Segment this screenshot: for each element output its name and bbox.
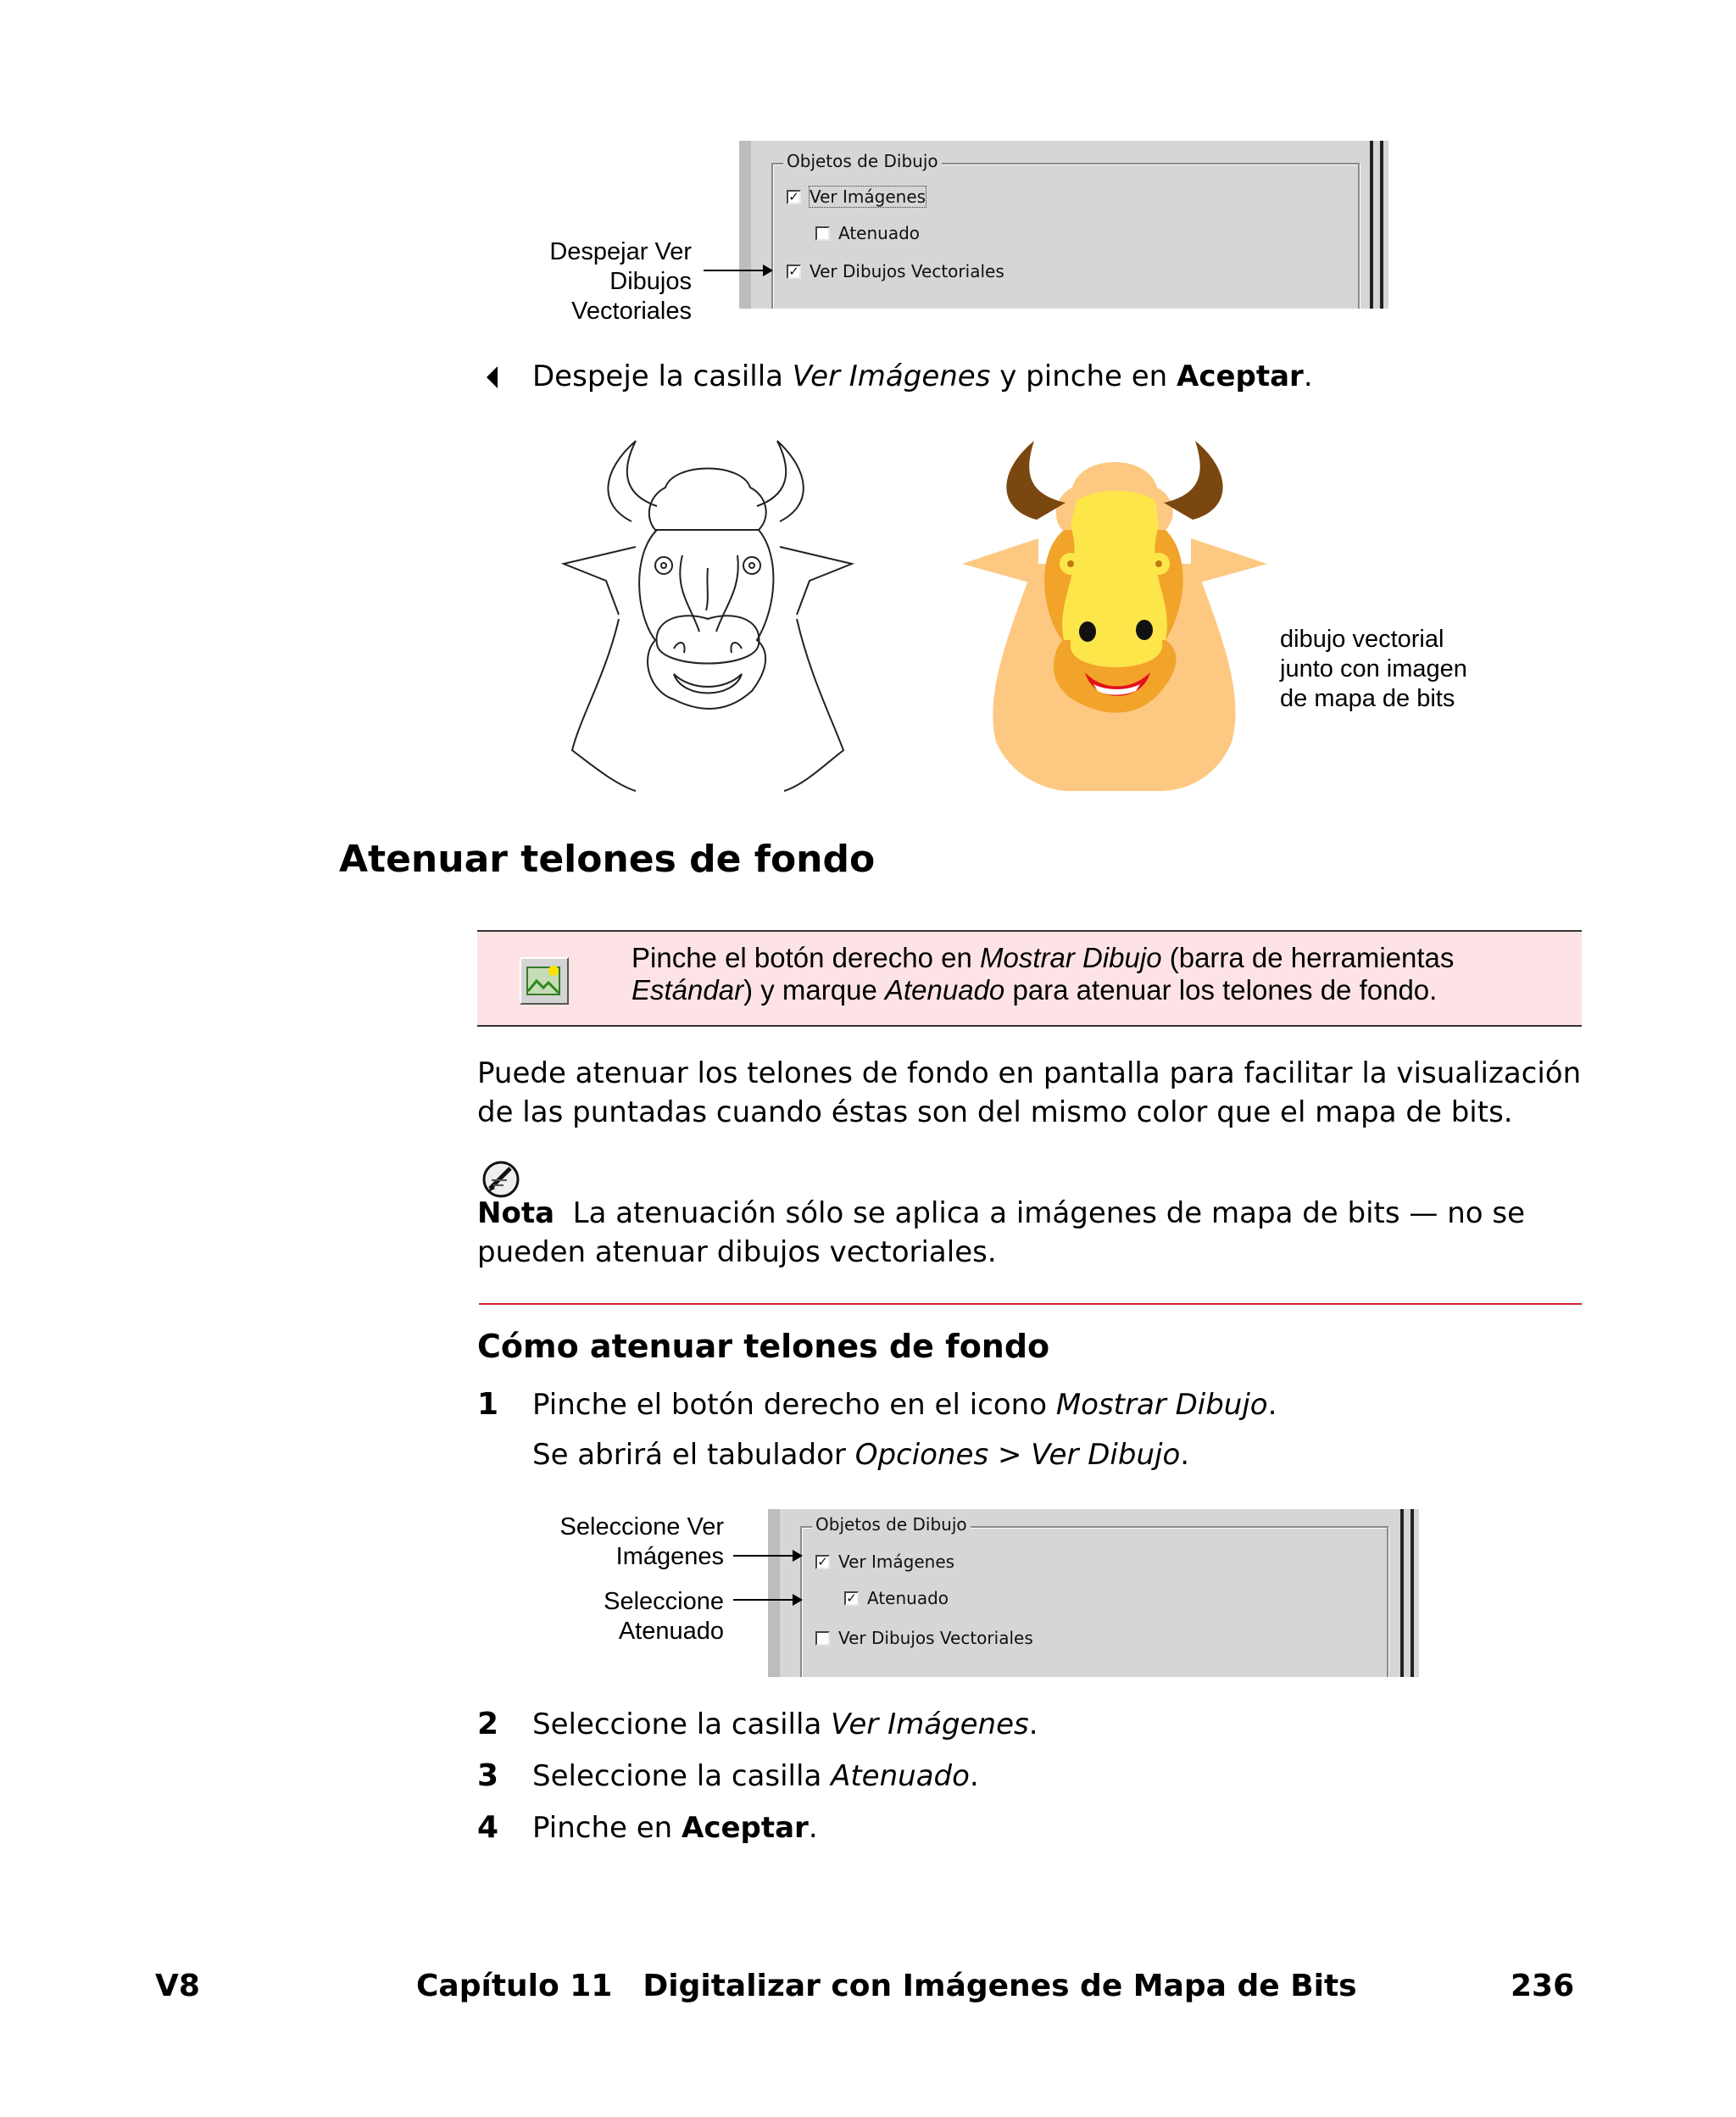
text-italic: Ver Imágenes: [831, 1708, 1029, 1741]
figure-caption: [1280, 625, 1467, 714]
text: (barra de herramientas: [1161, 942, 1455, 973]
text-italic: Estándar: [632, 974, 744, 1006]
text-bold: Aceptar: [1177, 359, 1304, 393]
step-result-text: [532, 1438, 1189, 1472]
dialog-legend: Objetos de Dibujo: [783, 151, 942, 171]
checkbox-ver-imagenes[interactable]: [815, 1552, 954, 1572]
checkbox-label: Ver Dibujos Vectoriales: [838, 1628, 1033, 1648]
text: .: [1180, 1438, 1190, 1472]
callout-line: Imágenes: [615, 1543, 724, 1570]
note-label: Nota: [477, 1196, 555, 1230]
footer-page-number: 236: [1511, 1969, 1575, 2003]
text: Seleccione la casilla: [532, 1708, 832, 1741]
text: Pinche el botón derecho en: [632, 942, 980, 973]
checkbox-atenuado[interactable]: [844, 1588, 949, 1608]
checkbox-atenuado[interactable]: [815, 223, 920, 243]
callout-line: Dibujos: [609, 268, 692, 295]
text: Pinche en: [532, 1811, 682, 1845]
text: ) y marque: [743, 974, 885, 1006]
step-number: 2: [477, 1707, 499, 1741]
callout-seleccione-ver: [560, 1513, 724, 1572]
checkbox-label: Ver Dibujos Vectoriales: [810, 261, 1004, 281]
mostrar-dibujo-icon[interactable]: [520, 957, 569, 1005]
text: .: [808, 1811, 818, 1845]
text: para atenuar los telones de fondo.: [1004, 974, 1438, 1006]
section-title: Atenuar telones de fondo: [339, 838, 876, 881]
step-number: 4: [477, 1810, 499, 1845]
text-italic: Mostrar Dibujo: [1055, 1388, 1268, 1422]
dialog-drawing-objects-1: [739, 141, 1388, 309]
callout-arrow: [733, 1555, 801, 1557]
checkbox-box[interactable]: ✓: [787, 190, 801, 204]
footer-chapter: [416, 1969, 1357, 2003]
checkbox-label: Ver Imágenes: [810, 187, 926, 207]
text: Despeje la casilla: [532, 359, 793, 393]
callout-line: Vectoriales: [571, 298, 692, 325]
step-number: 3: [477, 1758, 499, 1793]
callout-line: Atenuado: [618, 1618, 724, 1645]
chapter-number: Capítulo 11: [416, 1969, 613, 2003]
footer-version: V8: [155, 1969, 200, 2003]
subsection-title: Cómo atenuar telones de fondo: [477, 1328, 1050, 1365]
text-bold: Aceptar: [682, 1811, 809, 1845]
tip-text: [632, 942, 1454, 1006]
bull-colored-image: [962, 437, 1267, 793]
step-text: [532, 1388, 1277, 1422]
callout-arrow: [733, 1599, 801, 1601]
callout-arrow: [704, 270, 771, 271]
note-text: La atenuación sólo se aplica a imágenes de mapa de bits — no se pueden atenuar dibujos vectoriales.: [477, 1196, 1526, 1269]
checkbox-box[interactable]: ✓: [815, 1555, 830, 1569]
checkbox-box[interactable]: ✓: [844, 1591, 859, 1606]
bullet-step-text: [532, 357, 1313, 396]
text-italic: Mostrar Dibujo: [979, 942, 1162, 973]
text-italic: Atenuado: [884, 974, 1005, 1006]
checkbox-ver-imagenes[interactable]: [787, 187, 926, 207]
tip-line-1: [632, 942, 1454, 974]
checkbox-box[interactable]: [815, 226, 830, 241]
checkbox-label: Atenuado: [867, 1588, 949, 1608]
text-italic: Ver Imágenes: [792, 359, 991, 393]
text: Seleccione la casilla: [532, 1759, 832, 1793]
step-text: [532, 1708, 1038, 1741]
tip-line-2: [632, 974, 1454, 1006]
callout-despejar: [549, 237, 692, 326]
checkbox-label: Atenuado: [838, 223, 921, 243]
dialog-legend: Objetos de Dibujo: [812, 1514, 971, 1535]
text-italic: Opciones > Ver Dibujo: [854, 1438, 1181, 1472]
callout-seleccione-atenuado: [604, 1587, 724, 1646]
note: [477, 1194, 1588, 1272]
callout-line: Seleccione Ver: [559, 1513, 724, 1540]
step-text: [532, 1759, 979, 1793]
text: Se abrirá el tabulador: [532, 1438, 855, 1472]
dialog-drawing-objects-2: [768, 1509, 1419, 1677]
text: .: [1267, 1388, 1277, 1422]
text: Pinche el botón derecho en el icono: [532, 1388, 1056, 1422]
callout-line: Seleccione: [604, 1588, 724, 1615]
text: .: [969, 1759, 979, 1793]
step-text: [532, 1811, 818, 1845]
bullet-triangle-icon: [487, 366, 498, 388]
body-paragraph: Puede atenuar los telones de fondo en pantalla para facilitar la visualización de las puntadas cuando éstas son del mismo color que el mapa de bits.: [477, 1056, 1582, 1129]
text: y pinche en: [990, 359, 1177, 393]
checkbox-label: Ver Imágenes: [838, 1552, 955, 1572]
chapter-title: Digitalizar con Imágenes de Mapa de Bits: [643, 1969, 1357, 2003]
checkbox-box[interactable]: [815, 1631, 830, 1646]
step-number: 1: [477, 1387, 499, 1422]
text: .: [1028, 1708, 1038, 1741]
checkbox-ver-dibujos-vectoriales[interactable]: [815, 1628, 1033, 1648]
text: .: [1303, 359, 1313, 393]
callout-line: Despejar Ver: [549, 238, 692, 265]
checkbox-box[interactable]: ✓: [787, 265, 801, 279]
caption-line: de mapa de bits: [1280, 685, 1455, 712]
tip-box: [477, 930, 1582, 1027]
red-divider: [479, 1303, 1582, 1305]
text-italic: Atenuado: [831, 1759, 970, 1793]
caption-line: junto con imagen: [1280, 655, 1467, 682]
caption-line: dibujo vectorial: [1280, 626, 1444, 653]
bull-outline-image: [555, 437, 860, 793]
checkbox-ver-dibujos-vectoriales[interactable]: [787, 261, 1004, 281]
